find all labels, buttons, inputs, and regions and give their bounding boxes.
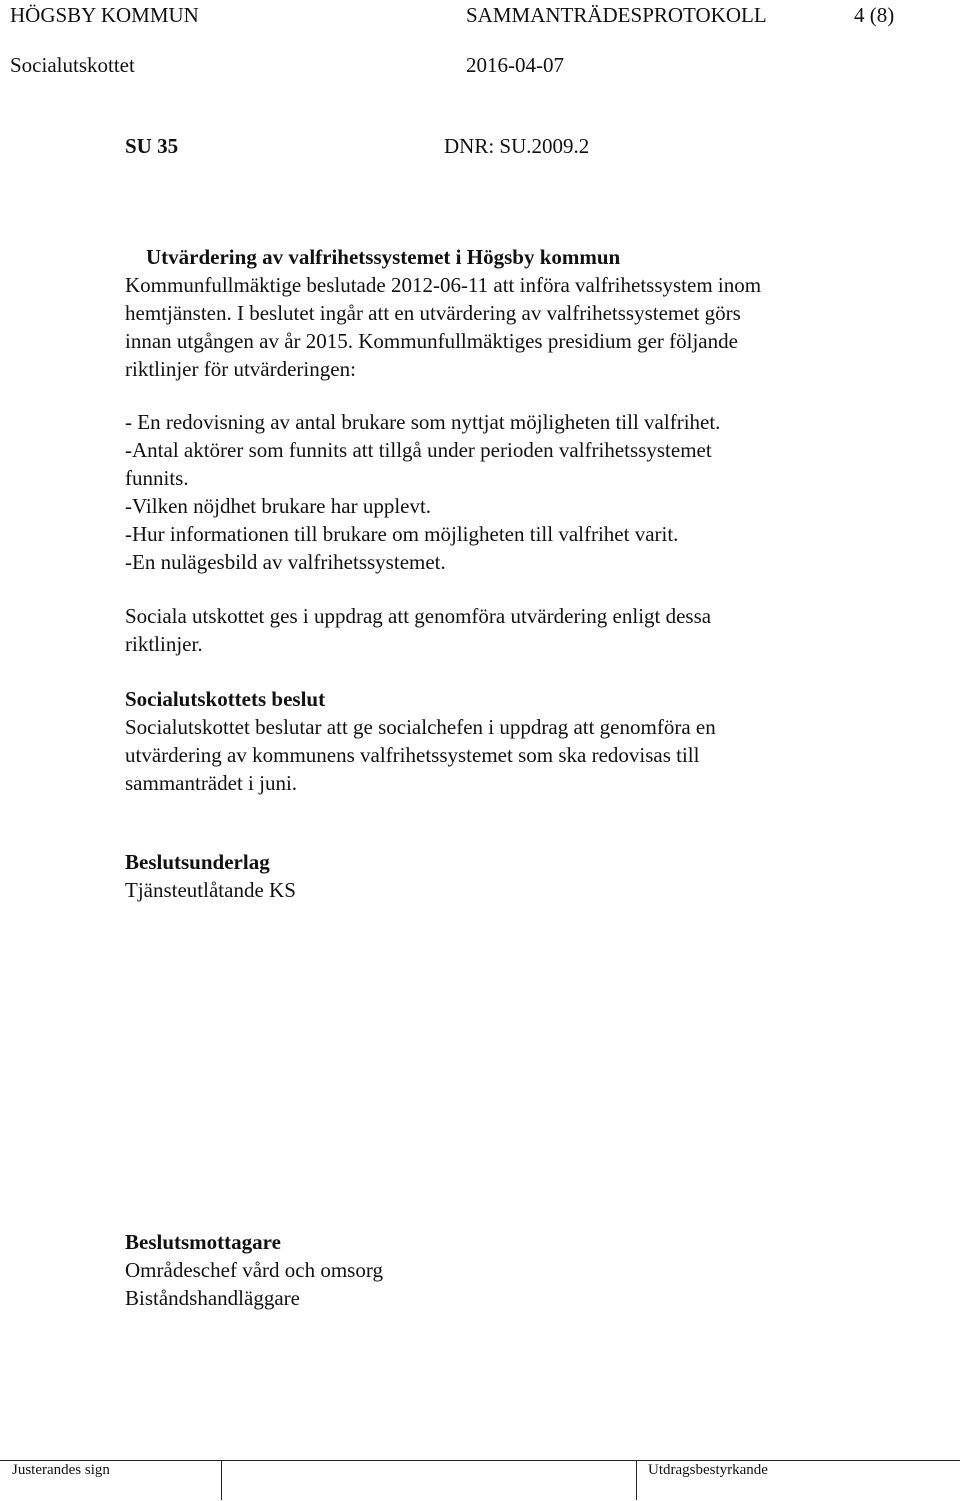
- intro-line: innan utgången av år 2015. Kommunfullmäktiges presidium ger följande: [125, 329, 738, 353]
- guideline-item: -Antal aktörer som funnits att tillgå under perioden valfrihetssystemet: [125, 438, 712, 462]
- recipient-line: Biståndshandläggare: [125, 1286, 300, 1310]
- intro-line: Kommunfullmäktige beslutade 2012-06-11 att införa valfrihetssystem inom: [125, 273, 762, 297]
- guideline-item: funnits.: [125, 466, 189, 490]
- sign-label: Justerandes sign: [12, 1462, 110, 1478]
- guideline-item: -En nulägesbild av valfrihetssystemet.: [125, 550, 446, 574]
- evaluation-section: [125, 243, 845, 383]
- case-dnr: DNR: SU.2009.2: [444, 134, 590, 158]
- intro-line: hemtjänsten. I beslutet ingår att en utvärdering av valfrihetssystemet görs: [125, 301, 741, 325]
- recipient-line: Områdeschef vård och omsorg: [125, 1258, 383, 1282]
- decision-line: sammanträdet i juni.: [125, 771, 298, 795]
- guideline-item: - En redovisning av antal brukare som nyttjat möjligheten till valfrihet.: [125, 410, 721, 434]
- section-title: Utvärdering av valfrihetssystemet i Högsby kommun: [146, 245, 621, 269]
- decision-line: Socialutskottet beslutar att ge socialchefen i uppdrag att genomföra en: [125, 715, 716, 739]
- guideline-list: [125, 408, 845, 576]
- decision-title: Socialutskottets beslut: [125, 687, 326, 711]
- guideline-item: -Vilken nöjdhet brukare har upplevt.: [125, 494, 432, 518]
- assignment-line: Sociala utskottet ges i uppdrag att genomföra utvärdering enligt dessa: [125, 604, 712, 628]
- basis-line: Tjänsteutlåtande KS: [125, 878, 296, 902]
- guideline-item: -Hur informationen till brukare om möjligheten till valfrihet varit.: [125, 522, 679, 546]
- decision-line: utvärdering av kommunens valfrihetssystemet som ska redovisas till: [125, 743, 700, 767]
- municipality-name: HÖGSBY KOMMUN: [10, 3, 199, 27]
- basis-title: Beslutsunderlag: [125, 850, 270, 874]
- sign-box-divider: [221, 1460, 222, 1500]
- decision-section: [125, 685, 845, 797]
- recipients-title: Beslutsmottagare: [125, 1230, 281, 1254]
- recipients-section: [125, 1228, 845, 1312]
- document-type: SAMMANTRÄDESPROTOKOLL: [466, 3, 767, 27]
- extract-box-divider: [636, 1460, 637, 1500]
- footer-divider: [0, 1460, 960, 1461]
- meeting-date: 2016-04-07: [466, 53, 564, 77]
- assignment-paragraph: [125, 602, 845, 658]
- extract-label: Utdragsbestyrkande: [648, 1462, 768, 1478]
- basis-section: [125, 848, 845, 904]
- committee-name: Socialutskottet: [10, 53, 135, 77]
- case-number: SU 35: [125, 134, 179, 158]
- page-number: 4 (8): [854, 3, 895, 27]
- intro-line: riktlinjer för utvärderingen:: [125, 357, 356, 381]
- assignment-line: riktlinjer.: [125, 632, 203, 656]
